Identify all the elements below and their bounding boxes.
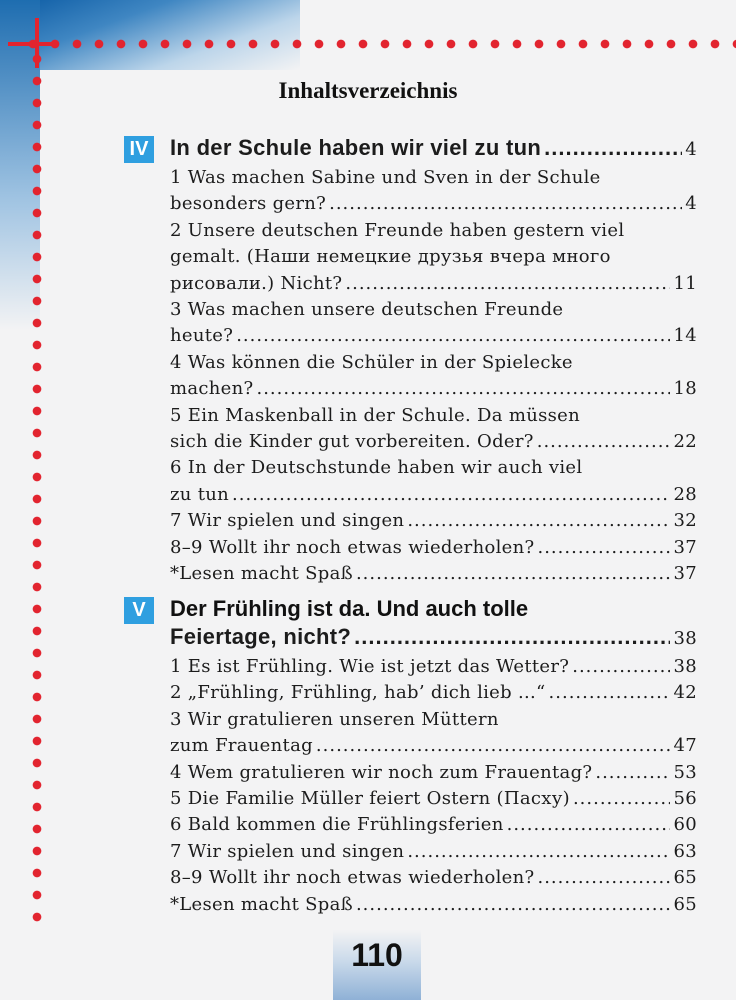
leader-dots bbox=[537, 537, 670, 558]
dotted-border-left bbox=[30, 48, 44, 930]
toc-entry-page: 65 bbox=[673, 867, 697, 889]
toc-entry[interactable] bbox=[170, 273, 697, 294]
toc-entry-line: 6 In der Deutschstunde haben wir auch viel bbox=[170, 457, 583, 479]
toc-entry[interactable] bbox=[170, 894, 697, 915]
section-badge: V bbox=[124, 597, 154, 624]
toc-entry[interactable] bbox=[170, 656, 697, 677]
toc-entry-page: 47 bbox=[673, 735, 697, 757]
toc-entry-text: 4 Wem gratulieren wir noch zum Frauentag? bbox=[170, 761, 593, 783]
toc-entry[interactable] bbox=[170, 867, 697, 888]
toc-entry[interactable] bbox=[170, 193, 697, 214]
leader-dots bbox=[236, 325, 670, 346]
toc-entry-page: 11 bbox=[673, 272, 697, 294]
leader-dots bbox=[544, 135, 682, 161]
toc-entry-line: 3 Was machen unsere deutschen Freunde bbox=[170, 299, 564, 320]
toc-entry[interactable] bbox=[170, 682, 697, 703]
toc-entry-text: sich die Kinder gut vorbereiten. Oder? bbox=[170, 431, 534, 452]
toc-entry-page: 42 bbox=[673, 682, 697, 704]
toc-entry-text: besonders gern? bbox=[170, 193, 327, 215]
dotted-border-top bbox=[22, 37, 736, 51]
toc-entry-page: 38 bbox=[673, 656, 697, 677]
leader-dots bbox=[356, 894, 671, 915]
toc-entry-text: 7 Wir spielen und singen bbox=[170, 840, 405, 862]
toc-entry-text: рисовали.) Nicht? bbox=[170, 272, 343, 294]
toc-entry[interactable] bbox=[170, 563, 697, 584]
leader-dots bbox=[549, 682, 671, 703]
leader-dots bbox=[407, 841, 670, 862]
toc-entry-page: 65 bbox=[673, 893, 697, 915]
toc-entry-page: 63 bbox=[673, 840, 697, 862]
leader-dots bbox=[572, 656, 670, 677]
toc-entry-text: 5 Die Familie Müller feiert Ostern (Пасху) bbox=[170, 788, 570, 809]
toc-entry-text: 6 Bald kommen die Frühlingsferien bbox=[170, 814, 504, 836]
toc-entry-text: 7 Wir spielen und singen bbox=[170, 510, 405, 532]
section-heading-page: 38 bbox=[673, 628, 697, 649]
toc-entry-line: gemalt. (Наши немецкие друзья вчера много bbox=[170, 246, 611, 268]
leader-dots bbox=[573, 788, 671, 809]
toc-entry-text: machen? bbox=[170, 378, 254, 400]
section-heading[interactable] bbox=[170, 135, 697, 161]
toc-entry-page: 28 bbox=[673, 483, 697, 505]
section-heading-line: Der Frühling ist da. Und auch tolle bbox=[170, 596, 529, 621]
toc-entry[interactable] bbox=[170, 537, 697, 558]
leader-dots bbox=[537, 867, 670, 888]
leader-dots bbox=[316, 735, 671, 756]
corner-cross-horizontal bbox=[8, 42, 54, 46]
leader-dots bbox=[537, 431, 671, 452]
toc-entry-line: 3 Wir gratulieren unseren Müttern bbox=[170, 708, 499, 730]
toc-entry-text: zum Frauentag bbox=[170, 735, 313, 757]
toc-entry-text: 1 Es ist Frühling. Wie ist jetzt das Wetter? bbox=[170, 656, 570, 677]
toc-entry[interactable] bbox=[170, 378, 697, 399]
toc-entry[interactable] bbox=[170, 762, 697, 783]
toc-entry-line: 4 Was können die Schüler in der Spielecke bbox=[170, 351, 573, 373]
toc-entry-page: 37 bbox=[673, 563, 697, 584]
section-heading-text: In der Schule haben wir viel zu tun bbox=[170, 135, 542, 160]
corner-cross-vertical bbox=[35, 18, 39, 68]
section-heading[interactable] bbox=[170, 624, 697, 650]
toc-entry[interactable] bbox=[170, 325, 697, 346]
toc-entry-page: 32 bbox=[673, 510, 697, 532]
leader-dots bbox=[356, 563, 671, 584]
toc-entry[interactable] bbox=[170, 431, 697, 452]
toc-entry-line: 2 Unsere deutschen Freunde haben gestern viel bbox=[170, 219, 625, 241]
section-badge: IV bbox=[124, 136, 154, 163]
leader-dots bbox=[407, 510, 670, 531]
leader-dots bbox=[329, 193, 682, 214]
toc-entry-line: 5 Ein Maskenball in der Schule. Da müssen bbox=[170, 404, 581, 426]
toc-entry-text: 8–9 Wollt ihr noch etwas wiederholen? bbox=[170, 536, 535, 558]
toc-entry[interactable] bbox=[170, 484, 697, 505]
leader-dots bbox=[354, 624, 670, 650]
section-heading-page: 4 bbox=[685, 139, 697, 160]
toc-entry-page: 22 bbox=[673, 431, 697, 452]
leader-dots bbox=[595, 762, 670, 783]
section-heading-text: Feiertage, nicht? bbox=[170, 624, 352, 649]
leader-dots bbox=[345, 273, 670, 294]
leader-dots bbox=[507, 814, 671, 835]
toc-entry-text: 2 „Frühling, Frühling, hab’ dich lieb ...“ bbox=[170, 682, 546, 704]
toc-entry-page: 37 bbox=[673, 536, 697, 558]
toc-entry[interactable] bbox=[170, 841, 697, 862]
toc-entry-page: 14 bbox=[673, 325, 697, 347]
toc-entry[interactable] bbox=[170, 788, 697, 809]
toc-entry[interactable] bbox=[170, 510, 697, 531]
toc-entry-text: zu tun bbox=[170, 483, 230, 505]
toc-entry[interactable] bbox=[170, 735, 697, 756]
page-title: Inhaltsverzeichnis bbox=[278, 78, 458, 103]
page-number: 110 bbox=[351, 937, 403, 973]
toc-entry-text: *Lesen macht Spaß bbox=[170, 893, 353, 915]
toc-entry-page: 56 bbox=[673, 788, 697, 809]
toc-entry-page: 4 bbox=[685, 193, 697, 215]
toc-entry-page: 53 bbox=[673, 761, 697, 783]
leader-dots bbox=[232, 484, 670, 505]
toc-entry-text: 8–9 Wollt ihr noch etwas wiederholen? bbox=[170, 867, 535, 889]
corner-gradient bbox=[0, 0, 300, 70]
toc-entry[interactable] bbox=[170, 814, 697, 835]
toc-entry-page: 18 bbox=[673, 378, 697, 400]
toc-entry-text: *Lesen macht Spaß bbox=[170, 563, 353, 584]
leader-dots bbox=[256, 378, 670, 399]
toc-entry-line: 1 Was machen Sabine und Sven in der Schule bbox=[170, 167, 601, 188]
toc-entry-page: 60 bbox=[673, 814, 697, 836]
toc-entry-text: heute? bbox=[170, 325, 234, 347]
